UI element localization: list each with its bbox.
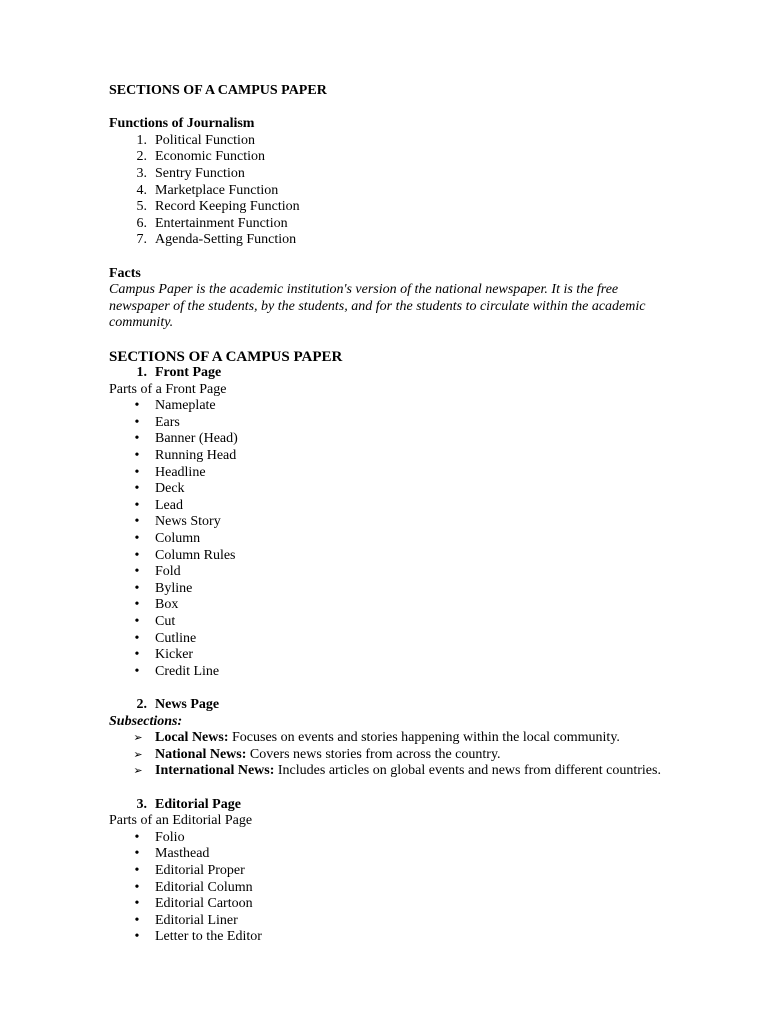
list-item-label: Ears — [155, 414, 180, 430]
list-item-label: Headline — [155, 464, 206, 480]
list-item-label: Box — [155, 597, 179, 613]
list-item — [109, 631, 669, 648]
bullet-icon: • — [134, 514, 140, 530]
front-page-intro: Parts of a Front Page — [109, 381, 227, 397]
news-subsections-list — [109, 730, 669, 780]
list-item — [109, 431, 669, 448]
subsection-description: Covers news stories from across the country. — [246, 746, 501, 762]
news-page-heading — [109, 697, 669, 714]
spacer — [109, 680, 669, 697]
list-number: 4. — [136, 182, 147, 198]
list-item — [109, 830, 669, 847]
list-item-label: Folio — [155, 829, 185, 845]
section-number: 3. — [136, 796, 147, 812]
bullet-icon: • — [134, 398, 140, 414]
list-item-label: Lead — [155, 497, 183, 513]
bullet-icon: • — [134, 862, 140, 878]
list-item — [109, 863, 669, 880]
subsection-term: National News: — [155, 746, 247, 762]
bullet-icon: • — [134, 630, 140, 646]
list-item-label: Deck — [155, 481, 185, 497]
bullet-icon: • — [134, 464, 140, 480]
section-title: Front Page — [155, 365, 222, 381]
list-item — [109, 481, 669, 498]
list-item — [109, 448, 669, 465]
news-page-intro: Subsections: — [109, 713, 183, 729]
list-item — [109, 398, 669, 415]
list-item-label: Nameplate — [155, 398, 216, 414]
bullet-icon: • — [134, 896, 140, 912]
list-item — [109, 913, 669, 930]
list-item-label: Editorial Liner — [155, 912, 238, 928]
list-item-label: Economic Function — [155, 149, 266, 165]
bullet-icon: • — [134, 614, 140, 629]
list-item — [109, 614, 669, 631]
facts-paragraph: Campus Paper is the academic institution's version of the national newspaper. It is the free newspaper of the students, by the students, and for the students to circulate within the academic community. — [109, 282, 646, 331]
list-item — [109, 763, 669, 780]
editorial-page-intro: Parts of an Editorial Page — [109, 813, 253, 829]
list-item-label: Entertainment Function — [155, 215, 288, 231]
subsection-term: Local News: — [155, 730, 229, 746]
editorial-page-heading — [109, 797, 669, 814]
bullet-icon: • — [134, 481, 140, 497]
list-item — [109, 531, 669, 548]
list-item — [109, 149, 669, 166]
list-item — [109, 465, 669, 482]
functions-heading: Functions of Journalism — [109, 116, 255, 132]
arrow-bullet-icon: ➢ — [133, 732, 143, 745]
section-title: Editorial Page — [155, 796, 241, 812]
bullet-icon: • — [134, 647, 140, 663]
list-item-label: Marketplace Function — [155, 182, 279, 198]
spacer — [109, 332, 669, 349]
list-item — [109, 747, 669, 764]
arrow-bullet-icon: ➢ — [133, 765, 143, 778]
page-title: SECTIONS OF A CAMPUS PAPER — [109, 83, 327, 98]
list-item-label: Banner (Head) — [155, 431, 238, 447]
front-page-parts-list — [109, 398, 669, 680]
list-item — [109, 564, 669, 581]
bullet-icon: • — [134, 564, 140, 580]
bullet-icon: • — [134, 547, 140, 563]
list-item — [109, 415, 669, 432]
bullet-icon: • — [134, 663, 140, 679]
list-item-label: Letter to the Editor — [155, 929, 262, 945]
list-item — [109, 597, 669, 614]
list-item-label: Column Rules — [155, 547, 236, 563]
functions-list — [109, 133, 669, 249]
list-number: 7. — [136, 232, 147, 248]
list-item — [109, 548, 669, 565]
list-item-label: News Story — [155, 514, 221, 530]
list-item — [109, 880, 669, 897]
list-item — [109, 183, 669, 200]
list-number: 6. — [136, 215, 147, 231]
list-item-label: Fold — [155, 564, 181, 580]
document-page — [109, 83, 669, 946]
list-item — [109, 581, 669, 598]
subsection-description: Focuses on events and stories happening within the local community. — [228, 730, 620, 746]
bullet-icon: • — [134, 448, 140, 464]
arrow-bullet-icon: ➢ — [133, 748, 143, 761]
list-item — [109, 647, 669, 664]
bullet-icon: • — [134, 912, 140, 928]
facts-heading: Facts — [109, 265, 141, 281]
list-item-label: Byline — [155, 580, 193, 596]
section-number: 2. — [136, 696, 147, 712]
editorial-parts-list — [109, 830, 669, 946]
list-item — [109, 216, 669, 233]
spacer — [109, 249, 669, 266]
list-item-label: Cut — [155, 614, 176, 629]
subsection-term: International News: — [155, 763, 275, 779]
bullet-icon: • — [134, 580, 140, 596]
list-item — [109, 232, 669, 249]
list-item-label: Column — [155, 531, 201, 547]
list-number: 1. — [136, 132, 147, 148]
list-item-label: Cutline — [155, 630, 197, 646]
bullet-icon: • — [134, 879, 140, 895]
list-item — [109, 199, 669, 216]
list-item — [109, 133, 669, 150]
list-number: 5. — [136, 199, 147, 215]
list-item — [109, 929, 669, 946]
bullet-icon: • — [134, 929, 140, 945]
list-item — [109, 166, 669, 183]
list-item-label: Editorial Proper — [155, 862, 245, 878]
list-item-label: Kicker — [155, 647, 194, 663]
list-item-label: Record Keeping Function — [155, 199, 300, 215]
bullet-icon: • — [134, 829, 140, 845]
section-number: 1. — [136, 365, 147, 381]
list-item-label: Running Head — [155, 448, 237, 464]
list-item-label: Sentry Function — [155, 165, 245, 181]
sections-heading: SECTIONS OF A CAMPUS PAPER — [109, 348, 343, 365]
front-page-heading — [109, 365, 669, 382]
bullet-icon: • — [134, 597, 140, 613]
spacer — [109, 780, 669, 797]
list-item-label: Masthead — [155, 846, 210, 862]
bullet-icon: • — [134, 431, 140, 447]
list-item-label: Political Function — [155, 132, 255, 148]
list-item — [109, 498, 669, 515]
list-item-label: Editorial Column — [155, 879, 253, 895]
bullet-icon: • — [134, 497, 140, 513]
spacer — [109, 100, 669, 117]
list-item-label: Editorial Cartoon — [155, 896, 253, 912]
list-item — [109, 514, 669, 531]
list-item — [109, 730, 669, 747]
list-item-label: Credit Line — [155, 663, 220, 679]
bullet-icon: • — [134, 846, 140, 862]
bullet-icon: • — [134, 414, 140, 430]
section-title: News Page — [155, 696, 220, 712]
subsection-description: Includes articles on global events and news from different countries. — [274, 763, 661, 779]
bullet-icon: • — [134, 531, 140, 547]
list-item — [109, 664, 669, 681]
list-item — [109, 896, 669, 913]
list-number: 2. — [136, 149, 147, 165]
list-item — [109, 846, 669, 863]
list-number: 3. — [136, 165, 147, 181]
list-item-label: Agenda-Setting Function — [155, 232, 297, 248]
